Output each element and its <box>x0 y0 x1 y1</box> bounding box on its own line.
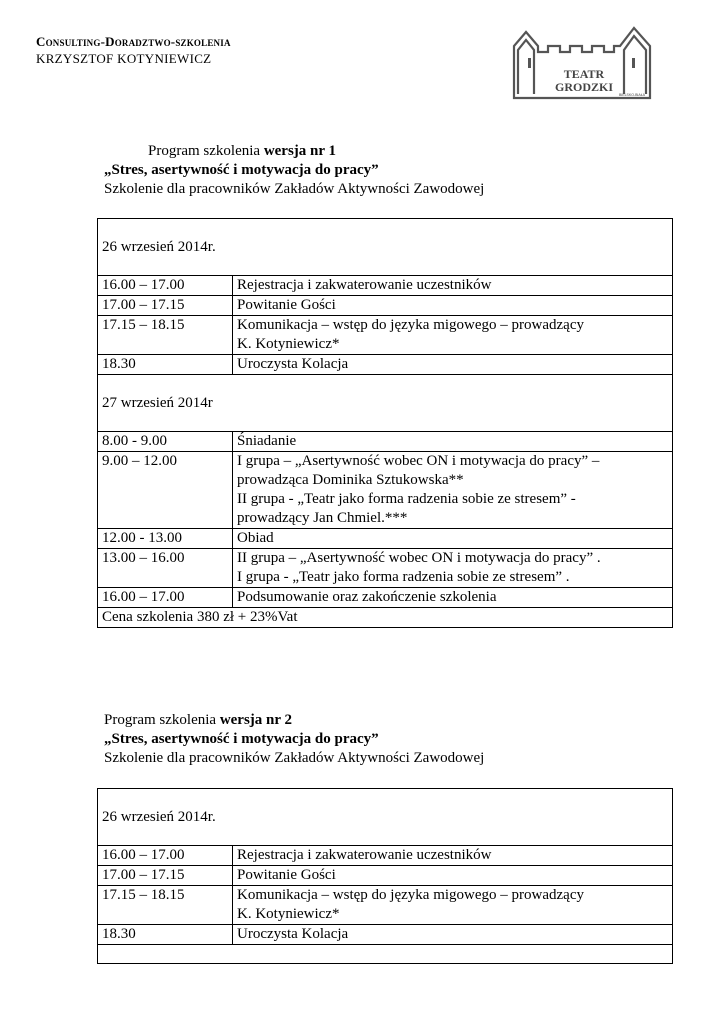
time-cell: 16.00 – 17.00 <box>98 588 233 608</box>
time-cell: 17.00 – 17.15 <box>98 866 233 886</box>
time-cell: 13.00 – 16.00 <box>98 549 233 588</box>
program-v2-subtitle: „Stres, asertywność i motywacja do pracy” <box>104 731 379 747</box>
person-name: KRZYSZTOF KOTYNIEWICZ <box>36 51 212 66</box>
time-cell: 9.00 – 12.00 <box>98 452 233 529</box>
activity-cell: Komunikacja – wstęp do języka migowego – prowadzący K. Kotyniewicz* <box>233 886 673 925</box>
price-row <box>98 608 673 628</box>
day-header-row <box>98 789 673 846</box>
empty-cell <box>98 945 673 964</box>
day-header-row <box>98 375 673 432</box>
program-v2-title: Program szkolenia wersja nr 2 <box>104 712 293 728</box>
table-row <box>98 866 673 886</box>
day-header: 26 wrzesień 2014r. <box>98 219 673 276</box>
logo-text-city: BIELSKO-BIAŁA <box>618 93 646 97</box>
day-header: 26 wrzesień 2014r. <box>98 789 673 846</box>
activity-cell: Rejestracja i zakwaterowanie uczestników <box>233 276 673 296</box>
program-v1-subtitle: „Stres, asertywność i motywacja do pracy” <box>104 162 379 178</box>
table-row <box>98 452 673 529</box>
activity-cell: Powitanie Gości <box>233 296 673 316</box>
logo-text-grodzki: GRODZKI <box>554 80 614 94</box>
empty-row <box>98 945 673 964</box>
table-row <box>98 549 673 588</box>
activity-cell: Śniadanie <box>233 432 673 452</box>
logo-text-teatr: TEATR <box>563 67 605 81</box>
table-row <box>98 276 673 296</box>
program-v1-title: Program szkolenia wersja nr 1 <box>148 143 337 159</box>
time-cell: 18.30 <box>98 925 233 945</box>
activity-cell: Rejestracja i zakwaterowanie uczestników <box>233 846 673 866</box>
time-cell: 17.15 – 18.15 <box>98 886 233 925</box>
time-cell: 16.00 – 17.00 <box>98 846 233 866</box>
program-v1-audience: Szkolenie dla pracowników Zakładów Aktywności Zawodowej <box>104 181 485 197</box>
activity-cell: Uroczysta Kolacja <box>233 925 673 945</box>
time-cell: 18.30 <box>98 355 233 375</box>
table-row <box>98 588 673 608</box>
time-cell: 8.00 - 9.00 <box>98 432 233 452</box>
time-cell: 16.00 – 17.00 <box>98 276 233 296</box>
price-cell: Cena szkolenia 380 zł + 23%Vat <box>98 608 673 628</box>
activity-cell: II grupa – „Asertywność wobec ON i motywacja do pracy” . I grupa - „Teatr jako forma radzenia sobie ze stresem” . <box>233 549 673 588</box>
table-row <box>98 432 673 452</box>
activity-cell: I grupa – „Asertywność wobec ON i motywacja do pracy” – prowadząca Dominika Sztukowska** II grupa - „Teatr jako forma radzenia sobie ze stresem” - prowadzący Jan Chmiel.*** <box>233 452 673 529</box>
table-row <box>98 846 673 866</box>
time-cell: 17.00 – 17.15 <box>98 296 233 316</box>
table-row <box>98 529 673 549</box>
time-cell: 12.00 - 13.00 <box>98 529 233 549</box>
program-v1-intro <box>104 142 684 199</box>
schedule-table-v2 <box>97 788 673 964</box>
program-v2-audience: Szkolenie dla pracowników Zakładów Aktywności Zawodowej <box>104 750 485 766</box>
table-row <box>98 355 673 375</box>
teatr-grodzki-logo <box>508 22 658 102</box>
time-cell: 17.15 – 18.15 <box>98 316 233 355</box>
letterhead <box>36 33 231 67</box>
table-row <box>98 925 673 945</box>
table-row <box>98 316 673 355</box>
table-row <box>98 296 673 316</box>
day-header-row <box>98 219 673 276</box>
activity-cell: Podsumowanie oraz zakończenie szkolenia <box>233 588 673 608</box>
table-row <box>98 886 673 925</box>
schedule-table-v1 <box>97 218 673 628</box>
program-v2-intro <box>104 711 684 768</box>
activity-cell: Komunikacja – wstęp do języka migowego – prowadzący K. Kotyniewicz* <box>233 316 673 355</box>
activity-cell: Powitanie Gości <box>233 866 673 886</box>
activity-cell: Obiad <box>233 529 673 549</box>
company-name: Consulting-Doradztwo-szkolenia <box>36 34 231 49</box>
activity-cell: Uroczysta Kolacja <box>233 355 673 375</box>
day-header: 27 wrzesień 2014r <box>98 375 673 432</box>
